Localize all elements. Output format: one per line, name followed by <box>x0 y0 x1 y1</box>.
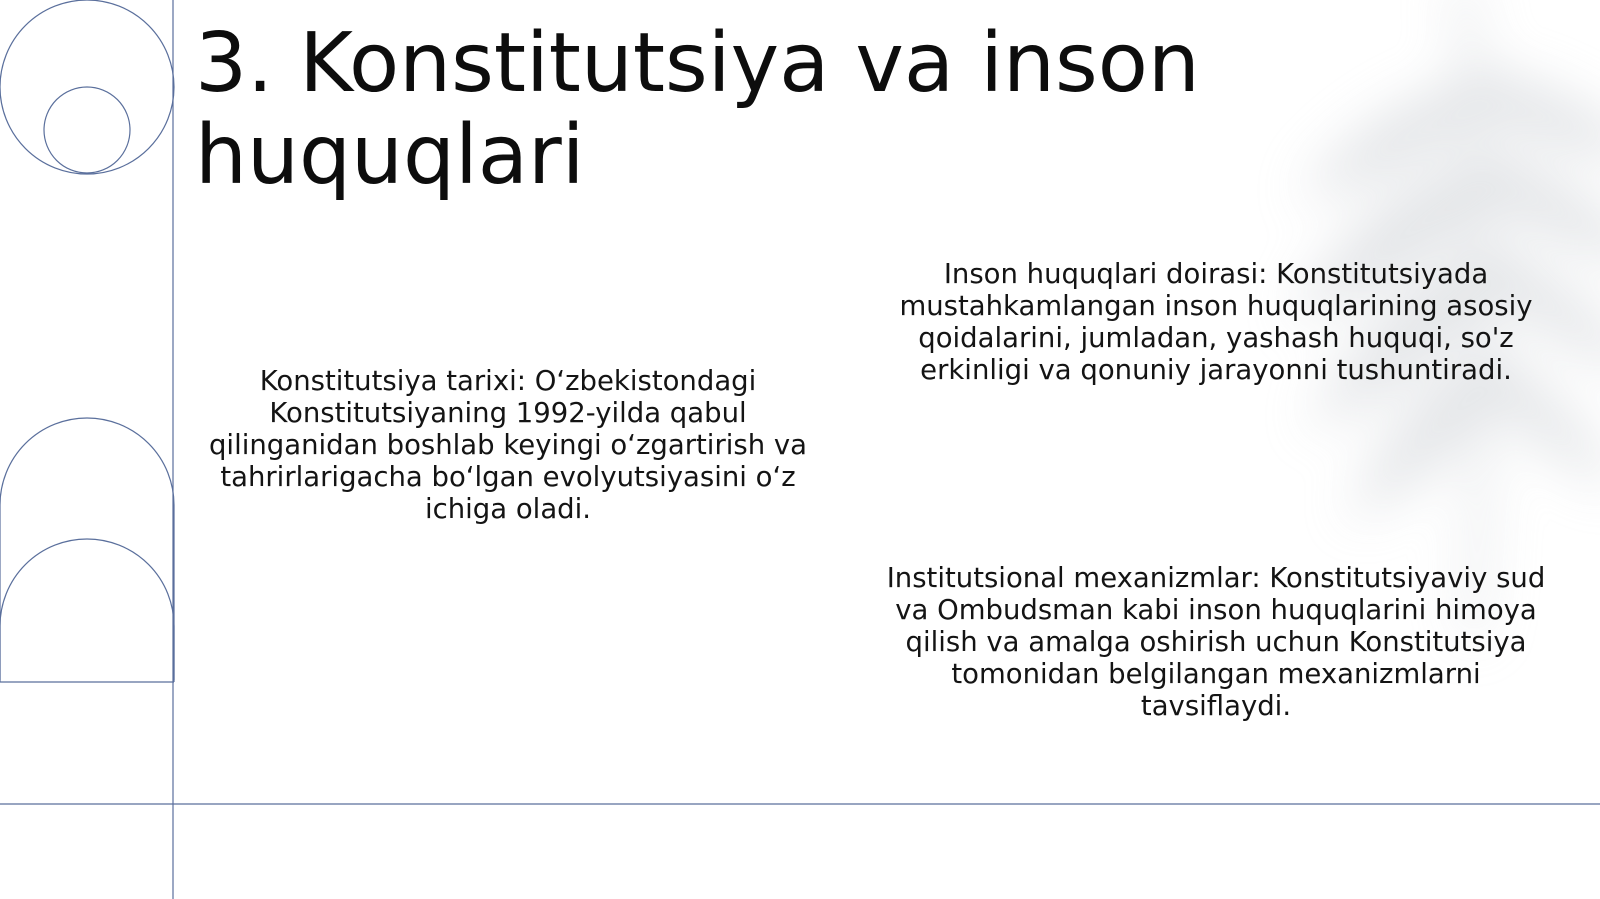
slide-title: 3. Konstitutsiya va inson huquqlari <box>195 16 1200 203</box>
text-block-human-rights-scope: Inson huquqlari doirasi: Konstitutsiyada mustahkamlangan inson huquqlarining asosiy qoidalarini, jumladan, yashash huquqi, so'z erkinligi va qonuniy jarayonni tushuntiradi. <box>899 258 1533 386</box>
small-circle-shape <box>44 87 130 173</box>
upper-arch-shape <box>0 418 174 680</box>
text-block-institutional-mechanisms: Institutsional mexanizmlar: Konstitutsiyaviy sud va Ombudsman kabi inson huquqlarini himoya qilish va amalga oshirish uchun Konstitutsiya tomonidan belgilangan mexanizmlarni tavsiflaydi. <box>886 562 1546 722</box>
text-block-constitution-history: Konstitutsiya tarixi: O‘zbekistondagi Konstitutsiyaning 1992-yilda qabul qilinganidan boshlab keyingi o‘zgartirish va tahrirlarigacha bo‘lgan evolyutsiyasini o‘z ichiga oladi. <box>208 365 808 525</box>
lower-arch-shape <box>0 539 174 682</box>
